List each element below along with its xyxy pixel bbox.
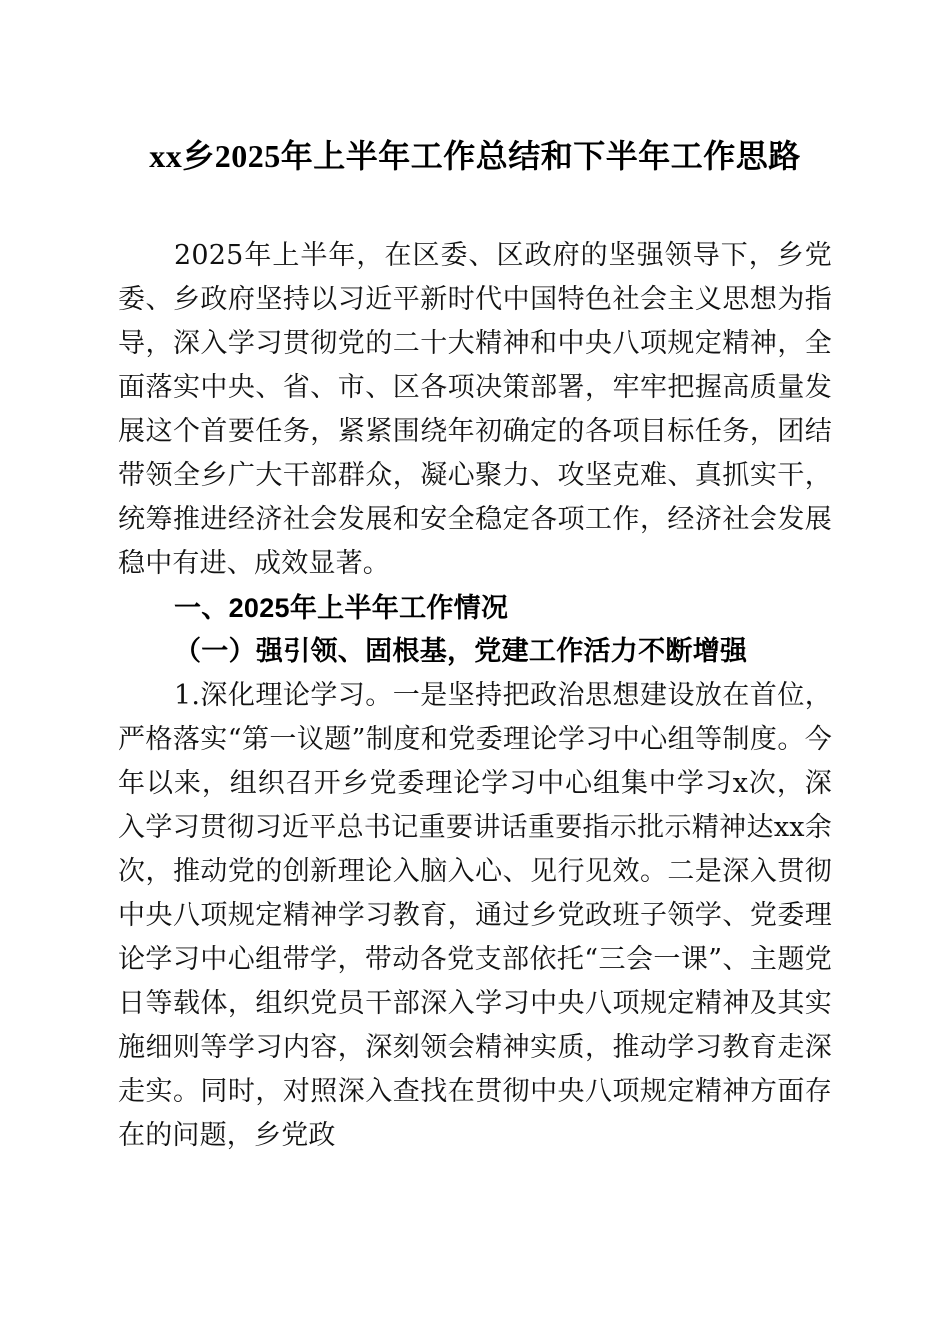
section-heading-1: 一、2025年上半年工作情况 <box>174 593 509 623</box>
subsection-heading-1: （一）强引领、固根基，党建工作活力不断增强 <box>174 636 748 667</box>
document-content-column <box>118 0 832 1158</box>
title-spacer <box>118 180 832 234</box>
intro-paragraph: 2025年上半年，在区委、区政府的坚强领导下，乡党委、乡政府坚持以习近平新时代中国特色社会主义思想为指导，深入学习贯彻党的二十大精神和中央八项规定精神，全面落实中央、省、市、区各项决策部署，牢牢把握高质量发展这个首要任务，紧紧围绕年初确定的各项目标任务，团结带领全乡广大干部群众，凝心聚力、攻坚克难、真抓实干，统筹推进经济社会发展和安全稳定各项工作，经济社会发展稳中有进、成效显著。 <box>118 240 832 579</box>
item-1-paragraph: 1.深化理论学习。一是坚持把政治思想建设放在首位，严格落实“第一议题”制度和党委理论学习中心组等制度。今年以来，组织召开乡党委理论学习中心组集中学习x次，深入学习贯彻习近平总书记重要讲话重要指示批示精神达xx余次，推动党的创新理论入脑入心、见行见效。二是深入贯彻中央八项规定精神学习教育，通过乡党政班子领学、党委理论学习中心组带学，带动各党支部依托“三会一课”、主题党日等载体，组织党员干部深入学习中央八项规定精神及其实施细则等学习内容，深刻领会精神实质，推动学习教育走深走实。同时，对照深入查找在贯彻中央八项规定精神方面存在的问题，乡党政 <box>118 680 832 1151</box>
page-title: xx乡2025年上半年工作总结和下半年工作思路 <box>149 138 801 174</box>
